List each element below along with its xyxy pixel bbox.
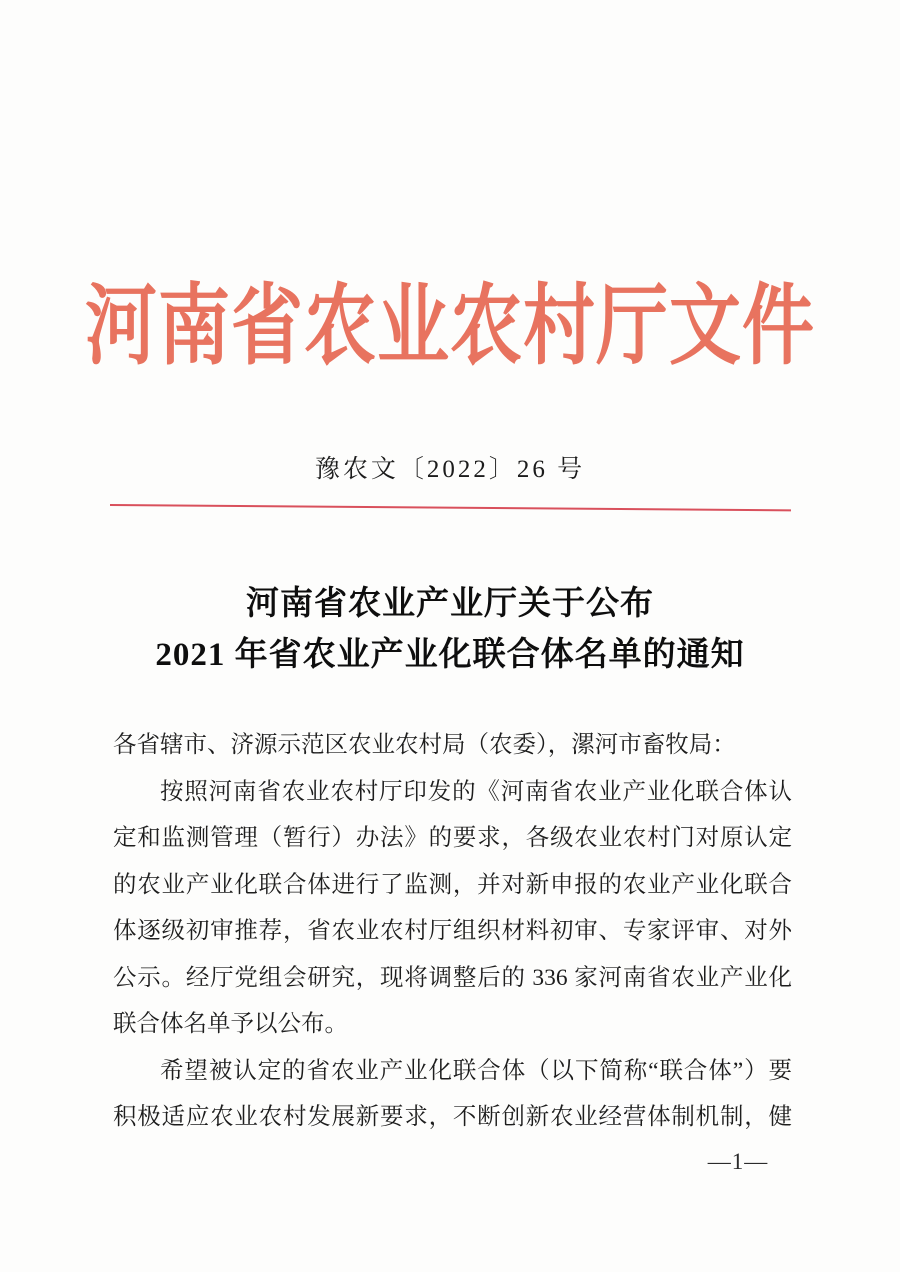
paragraph1-line: 公示。经厅党组会研究，现将调整后的 336 家河南省农业产业化 (113, 964, 792, 991)
page-number: —1— (707, 1149, 769, 1174)
salutation-line: 各省辖市、济源示范区农业农村局（农委），漯河市畜牧局： (113, 732, 736, 758)
letterhead-title: 河南省农业农村厅文件 (84, 278, 815, 376)
red-divider-line (110, 504, 791, 511)
letterhead (0, 280, 900, 377)
paragraph1-line: 体逐级初审推荐，省农业农村厅组织材料初审、专家评审、对外 (113, 918, 792, 944)
paragraph1-line: 定和监测管理（暂行）办法》的要求，各级农业农村门对原认定 (113, 825, 792, 851)
document-body (113, 722, 792, 1141)
paragraph1-line: 的农业产业化联合体进行了监测，并对新申报的农业产业化联合 (113, 871, 792, 898)
paragraph1-line: 按照河南省农业农村厅印发的《河南省农业产业化联合体认 (160, 778, 792, 805)
document-title-line2: 2021 年省农业产业化联合体名单的通知 (155, 637, 745, 673)
paragraph1-line: 联合体名单予以公布。 (113, 1011, 348, 1037)
document-title-line1: 河南省农业产业厅关于公布 (246, 586, 654, 622)
document-number: 豫农文〔2022〕26 号 (314, 456, 586, 483)
paragraph2-line: 积极适应农业农村发展新要求，不断创新农业经营体制机制，健 (113, 1104, 792, 1130)
paragraph2-line: 希望被认定的省农业产业化联合体（以下简称“联合体”）要 (160, 1057, 792, 1084)
document-title (0, 579, 900, 681)
